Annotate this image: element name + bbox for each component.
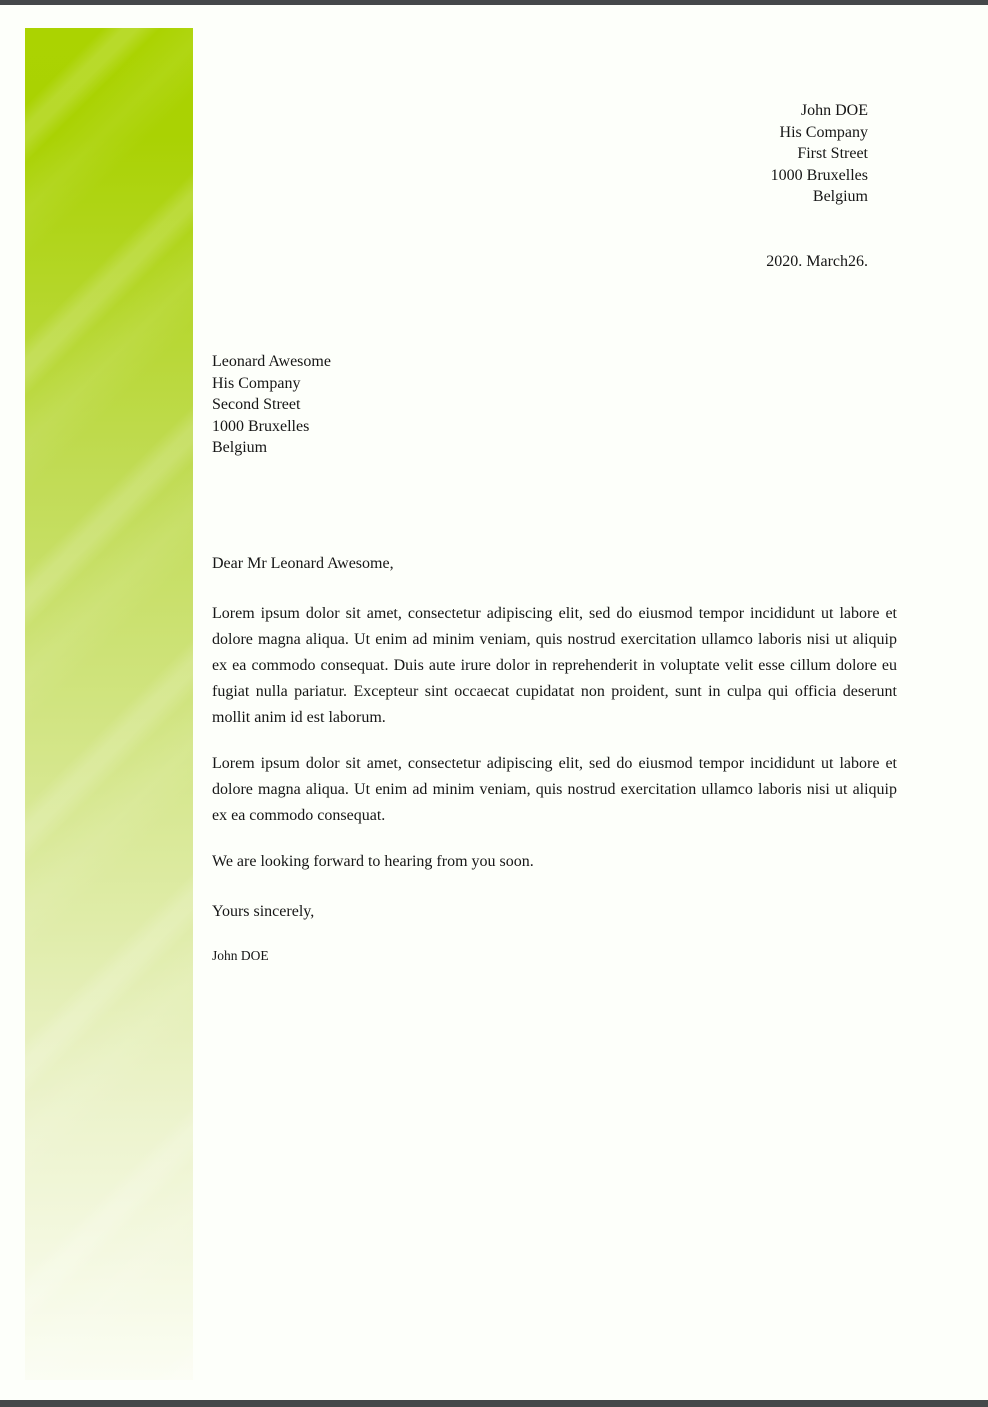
salutation: Dear Mr Leonard Awesome, — [212, 555, 394, 572]
top-frame-bar — [0, 0, 988, 5]
closing-line: We are looking forward to hearing from you soon. — [212, 853, 534, 870]
sender-address-block — [771, 100, 868, 208]
recipient-name: Leonard Awesome — [212, 353, 331, 370]
body-paragraph-2: Lorem ipsum dolor sit amet, consectetur adipiscing elit, sed do eiusmod tempor incididunt ut labore et dolore magna aliqua. Ut enim ad minim veniam, quis nostrud exercitation ullamco laboris nisi ut aliquip ex ea commodo consequat. — [212, 755, 897, 824]
letter-body — [212, 551, 897, 985]
recipient-country: Belgium — [212, 439, 268, 456]
sender-company: His Company — [779, 123, 868, 141]
bottom-frame-bar — [0, 1400, 988, 1407]
recipient-street: Second Street — [212, 396, 301, 413]
green-gradient-sidebar — [25, 28, 193, 1380]
sender-country: Belgium — [812, 188, 868, 205]
recipient-city: 1000 Bruxelles — [212, 417, 310, 435]
signature-name: John DOE — [212, 948, 269, 963]
sender-city: 1000 Bruxelles — [770, 166, 868, 184]
recipient-company: His Company — [212, 374, 301, 392]
sender-street: First Street — [797, 145, 868, 162]
letter-date: 2020. March26. — [766, 253, 868, 270]
recipient-address-block — [212, 351, 331, 459]
body-paragraph-1: Lorem ipsum dolor sit amet, consectetur adipiscing elit, sed do eiusmod tempor incididunt ut labore et dolore magna aliqua. Ut enim ad minim veniam, quis nostrud exercitation ullamco laboris nisi ut aliquip ex ea commodo consequat. Duis aute irure dolor in reprehenderit in voluptate velit esse cillum dolore eu fugiat nulla pariatur. Excepteur sint occaecat cupidatat non proident, sunt in culpa qui officia deserunt mollit anim id est laborum. — [212, 605, 897, 726]
valediction: Yours sincerely, — [212, 903, 315, 920]
sender-name: John DOE — [800, 102, 868, 119]
